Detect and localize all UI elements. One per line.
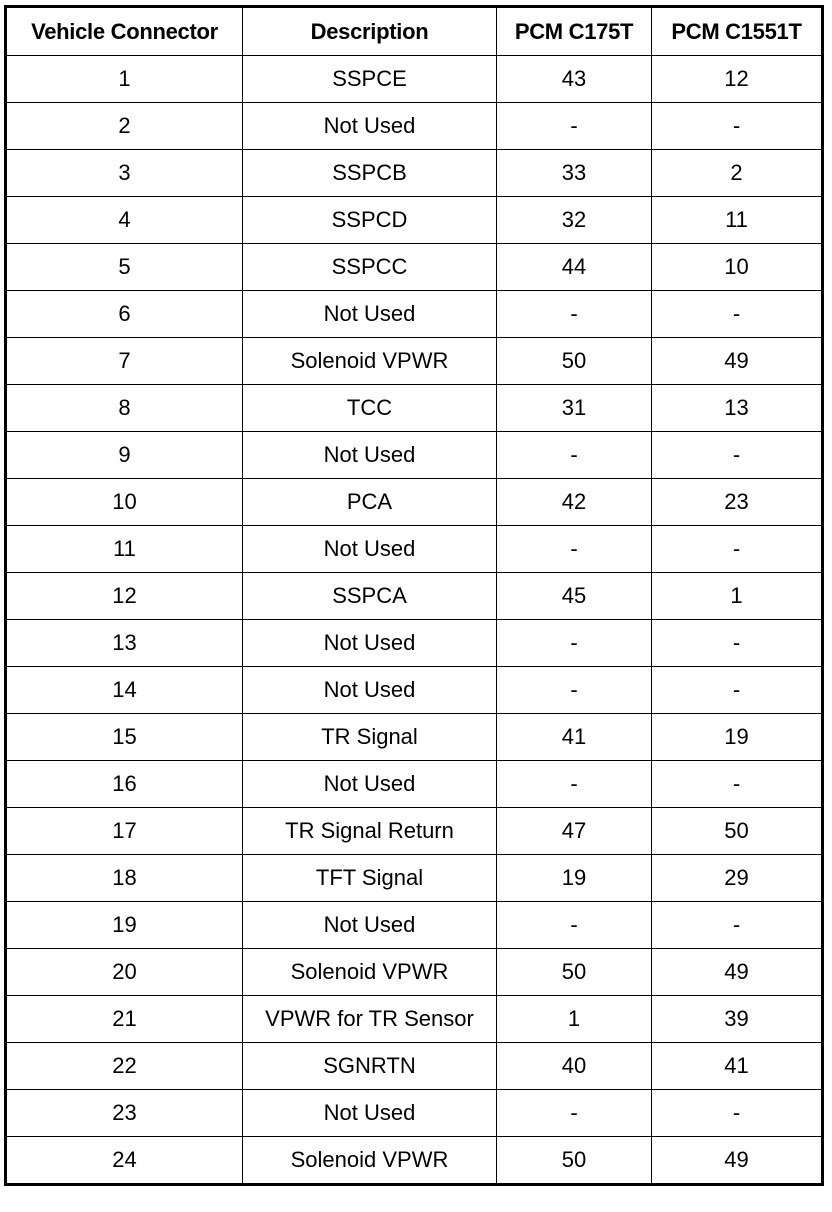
table-row <box>6 855 823 902</box>
cell-description: Not Used <box>243 620 497 667</box>
cell-description: TCC <box>243 385 497 432</box>
cell-pcm-c1551t: 11 <box>652 197 823 244</box>
table-row <box>6 56 823 103</box>
cell-vehicle-connector: 21 <box>6 996 243 1043</box>
header-pcm-c1551t: PCM C1551T <box>652 7 823 56</box>
cell-pcm-c175t: 33 <box>497 150 652 197</box>
cell-vehicle-connector: 24 <box>6 1137 243 1185</box>
cell-description: SSPCC <box>243 244 497 291</box>
cell-pcm-c1551t: 50 <box>652 808 823 855</box>
cell-vehicle-connector: 23 <box>6 1090 243 1137</box>
cell-vehicle-connector: 20 <box>6 949 243 996</box>
cell-description: Not Used <box>243 667 497 714</box>
cell-pcm-c175t: - <box>497 667 652 714</box>
table-row <box>6 1090 823 1137</box>
cell-description: SSPCA <box>243 573 497 620</box>
table-row <box>6 949 823 996</box>
cell-description: SSPCE <box>243 56 497 103</box>
cell-pcm-c1551t: 49 <box>652 338 823 385</box>
cell-pcm-c1551t: - <box>652 620 823 667</box>
header-description: Description <box>243 7 497 56</box>
cell-vehicle-connector: 22 <box>6 1043 243 1090</box>
cell-pcm-c175t: 41 <box>497 714 652 761</box>
cell-vehicle-connector: 8 <box>6 385 243 432</box>
header-vehicle-connector: Vehicle Connector <box>6 7 243 56</box>
cell-pcm-c175t: 43 <box>497 56 652 103</box>
cell-pcm-c1551t: 39 <box>652 996 823 1043</box>
cell-description: SSPCD <box>243 197 497 244</box>
cell-pcm-c1551t: 13 <box>652 385 823 432</box>
cell-pcm-c1551t: 23 <box>652 479 823 526</box>
cell-description: TR Signal Return <box>243 808 497 855</box>
table-row <box>6 338 823 385</box>
cell-vehicle-connector: 9 <box>6 432 243 479</box>
cell-pcm-c175t: 50 <box>497 338 652 385</box>
cell-description: Not Used <box>243 103 497 150</box>
cell-vehicle-connector: 11 <box>6 526 243 573</box>
table-row <box>6 197 823 244</box>
cell-pcm-c1551t: - <box>652 526 823 573</box>
cell-description: VPWR for TR Sensor <box>243 996 497 1043</box>
cell-description: Not Used <box>243 526 497 573</box>
cell-vehicle-connector: 12 <box>6 573 243 620</box>
cell-vehicle-connector: 1 <box>6 56 243 103</box>
table-row <box>6 902 823 949</box>
cell-pcm-c1551t: - <box>652 103 823 150</box>
cell-vehicle-connector: 3 <box>6 150 243 197</box>
table-row <box>6 808 823 855</box>
cell-pcm-c175t: - <box>497 761 652 808</box>
table-row <box>6 714 823 761</box>
cell-pcm-c1551t: - <box>652 902 823 949</box>
table-row <box>6 526 823 573</box>
connector-table-container <box>4 5 824 1186</box>
cell-pcm-c175t: 42 <box>497 479 652 526</box>
cell-description: Solenoid VPWR <box>243 949 497 996</box>
cell-pcm-c1551t: - <box>652 667 823 714</box>
table-row <box>6 432 823 479</box>
cell-pcm-c175t: - <box>497 902 652 949</box>
cell-pcm-c1551t: 41 <box>652 1043 823 1090</box>
cell-pcm-c175t: - <box>497 1090 652 1137</box>
cell-description: SSPCB <box>243 150 497 197</box>
cell-pcm-c1551t: 10 <box>652 244 823 291</box>
table-header-row <box>6 7 823 56</box>
cell-pcm-c175t: - <box>497 103 652 150</box>
cell-pcm-c1551t: - <box>652 291 823 338</box>
cell-pcm-c1551t: - <box>652 432 823 479</box>
cell-pcm-c1551t: - <box>652 1090 823 1137</box>
cell-description: Not Used <box>243 761 497 808</box>
cell-vehicle-connector: 16 <box>6 761 243 808</box>
table-body <box>6 56 823 1185</box>
cell-pcm-c1551t: 49 <box>652 1137 823 1185</box>
table-row <box>6 103 823 150</box>
cell-pcm-c175t: - <box>497 620 652 667</box>
cell-pcm-c175t: 44 <box>497 244 652 291</box>
table-row <box>6 667 823 714</box>
cell-vehicle-connector: 7 <box>6 338 243 385</box>
cell-pcm-c175t: 40 <box>497 1043 652 1090</box>
cell-vehicle-connector: 10 <box>6 479 243 526</box>
cell-description: Not Used <box>243 1090 497 1137</box>
cell-pcm-c175t: 31 <box>497 385 652 432</box>
cell-description: TR Signal <box>243 714 497 761</box>
table-row <box>6 479 823 526</box>
cell-pcm-c1551t: 19 <box>652 714 823 761</box>
cell-description: PCA <box>243 479 497 526</box>
cell-description: Not Used <box>243 432 497 479</box>
cell-pcm-c175t: 50 <box>497 949 652 996</box>
cell-pcm-c1551t: 49 <box>652 949 823 996</box>
table-row <box>6 1043 823 1090</box>
cell-vehicle-connector: 13 <box>6 620 243 667</box>
table-row <box>6 244 823 291</box>
cell-pcm-c1551t: - <box>652 761 823 808</box>
connector-pinout-table <box>4 5 824 1186</box>
cell-description: TFT Signal <box>243 855 497 902</box>
cell-pcm-c175t: 19 <box>497 855 652 902</box>
cell-pcm-c175t: - <box>497 432 652 479</box>
cell-vehicle-connector: 5 <box>6 244 243 291</box>
cell-description: SGNRTN <box>243 1043 497 1090</box>
cell-description: Not Used <box>243 291 497 338</box>
table-row <box>6 150 823 197</box>
cell-vehicle-connector: 19 <box>6 902 243 949</box>
table-row <box>6 996 823 1043</box>
table-row <box>6 385 823 432</box>
cell-description: Solenoid VPWR <box>243 1137 497 1185</box>
cell-description: Solenoid VPWR <box>243 338 497 385</box>
cell-vehicle-connector: 15 <box>6 714 243 761</box>
cell-vehicle-connector: 2 <box>6 103 243 150</box>
cell-pcm-c1551t: 1 <box>652 573 823 620</box>
cell-vehicle-connector: 14 <box>6 667 243 714</box>
cell-pcm-c175t: 45 <box>497 573 652 620</box>
cell-vehicle-connector: 4 <box>6 197 243 244</box>
cell-pcm-c175t: - <box>497 291 652 338</box>
cell-description: Not Used <box>243 902 497 949</box>
table-row <box>6 761 823 808</box>
cell-pcm-c175t: 50 <box>497 1137 652 1185</box>
cell-vehicle-connector: 17 <box>6 808 243 855</box>
table-row <box>6 291 823 338</box>
table-row <box>6 1137 823 1185</box>
cell-pcm-c1551t: 29 <box>652 855 823 902</box>
cell-vehicle-connector: 18 <box>6 855 243 902</box>
cell-pcm-c175t: - <box>497 526 652 573</box>
cell-pcm-c175t: 47 <box>497 808 652 855</box>
cell-pcm-c1551t: 12 <box>652 56 823 103</box>
cell-vehicle-connector: 6 <box>6 291 243 338</box>
cell-pcm-c1551t: 2 <box>652 150 823 197</box>
cell-pcm-c175t: 1 <box>497 996 652 1043</box>
table-row <box>6 573 823 620</box>
table-row <box>6 620 823 667</box>
header-pcm-c175t: PCM C175T <box>497 7 652 56</box>
cell-pcm-c175t: 32 <box>497 197 652 244</box>
